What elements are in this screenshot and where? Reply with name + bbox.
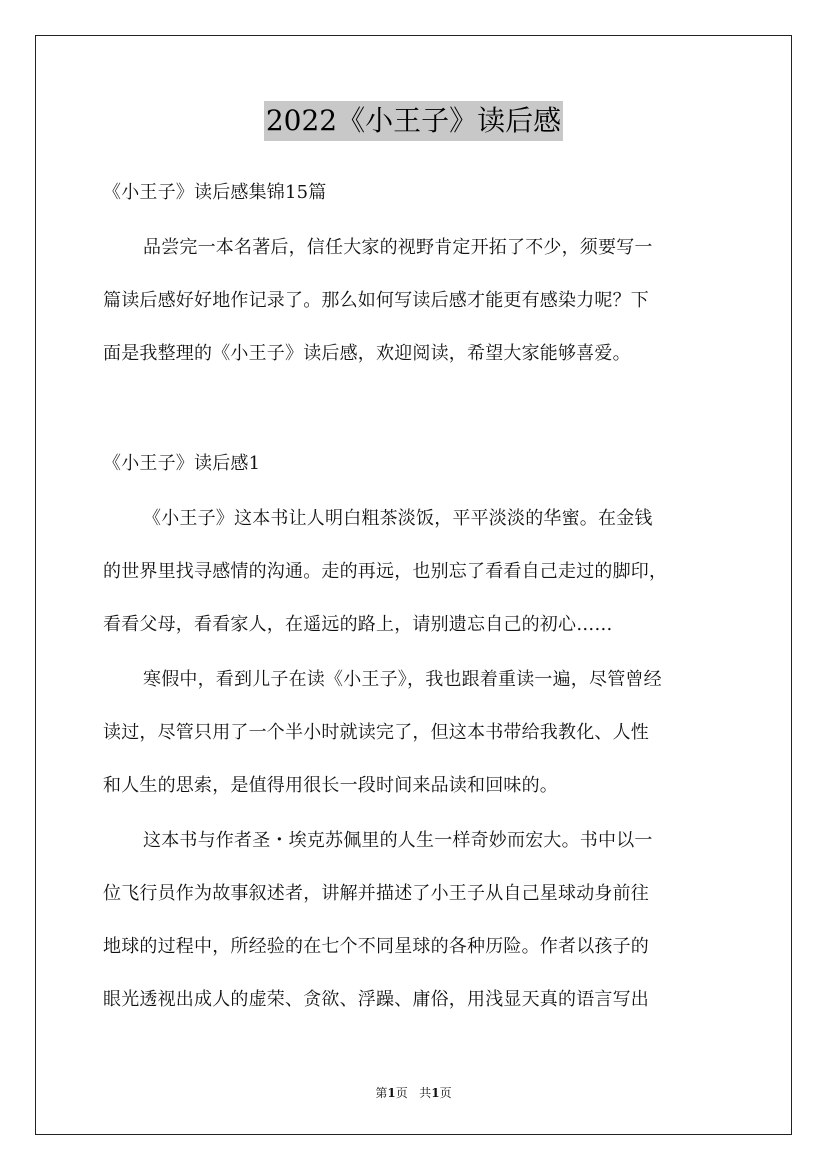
footer-total-suffix: 页 [439,1086,452,1100]
paragraph-line: 地球的过程中，所经验的在七个不同星球的各种历险。作者以孩子的 [103,936,649,957]
footer-total-number: 1 [431,1086,440,1100]
paragraph-line: 位飞行员作为故事叙述者，讲解并描述了小王子从自己星球动身前往 [103,883,649,904]
paragraph-line: 看看父母，看看家人，在遥远的路上，请别遗忘自己的初心…… [103,614,613,635]
footer-page-number: 1 [387,1086,396,1100]
document-subtitle: 《小王子》读后感集锦15篇 [103,182,327,203]
page-footer [0,1085,827,1101]
intro-line: 品尝完一本名著后，信任大家的视野肯定开拓了不少，须要写一 [143,237,653,258]
footer-page-suffix: 页 [395,1086,408,1100]
paragraph-line: 和人生的思索，是值得用很长一段时间来品读和回味的。 [103,775,558,796]
paragraph-line: 《小王子》这本书让人明白粗茶淡饭，平平淡淡的华蜜。在金钱 [143,508,653,529]
paragraph-line: 读过，尽管只用了一个半小时就读完了，但这本书带给我教化、人性 [103,722,649,743]
document-title: 2022《小王子》读后感 [264,101,563,141]
paragraph-line: 寒假中，看到儿子在读《小王子》，我也跟着重读一遍，尽管曾经 [143,669,662,690]
paragraph-line: 的世界里找寻感情的沟通。走的再远，也别忘了看看自己走过的脚印， [103,561,668,582]
section-heading: 《小王子》读后感1 [103,453,261,474]
footer-page-prefix: 第 [375,1086,388,1100]
footer-total-prefix: 共 [419,1086,432,1100]
paragraph-line: 眼光透视出成人的虚荣、贪欲、浮躁、庸俗，用浅显天真的语言写出 [103,989,649,1010]
title-container [0,101,827,141]
paragraph-line: 这本书与作者圣・埃克苏佩里的人生一样奇妙而宏大。书中以一 [143,830,653,851]
intro-line: 篇读后感好好地作记录了。那么如何写读后感才能更有感染力呢？下 [103,290,649,311]
intro-line: 面是我整理的《小王子》读后感，欢迎阅读，希望大家能够喜爱。 [103,343,631,364]
